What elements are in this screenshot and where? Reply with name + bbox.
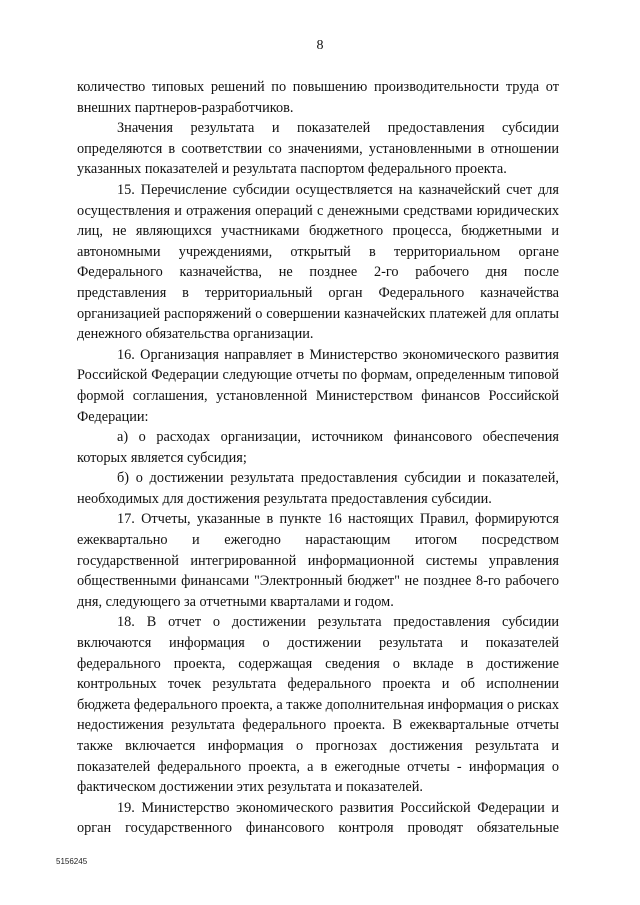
page-number: 8 [316,38,324,53]
document-code: 5156245 [56,857,88,866]
paragraph-item-19: 19. Министерство экономического развития Российской Федерации и орган государственного финансового контроля проводят обязательные [77,799,559,837]
paragraph-continuation: количество типовых решений по повышению производительности труда от внешних партнеров-разработчиков. [77,79,559,116]
paragraph-item-16b: б) о достижении результата предоставления субсидии и показателей, необходимых для достижения результата предоставления субсидии. [77,470,559,507]
paragraph-result-values: Значения результата и показателей предоставления субсидии определяются в соответствии со значениями, установленными в отношении указанных показателей и результата паспортом федерального проекта. [77,120,559,178]
paragraph-item-16a: а) о расходах организации, источником финансового обеспечения которых является субсидия; [77,429,559,466]
paragraph-item-16: 16. Организация направляет в Министерство экономического развития Российской Федерации следующие отчеты по формам, определенным типовой формой соглашения, установленной Министерством финансов Российской Федерации: [77,346,559,425]
paragraph-item-17: 17. Отчеты, указанные в пункте 16 настоящих Правил, формируются ежеквартально и ежегодно нарастающим итогом посредством государственной интегрированной информационной системы управления общественными финансами "Электронный бюджет" не позднее 8-го рабочего дня, следующего за отчетными кварталами и годом. [77,511,559,610]
paragraph-item-15: 15. Перечисление субсидии осуществляется на казначейский счет для осуществления и отражения операций с денежными средствами юридических лиц, не являющихся участниками бюджетного процесса, бюджетными и автономными учреждениями, открытый в территориальном органе Федерального казначейства, не позднее 2-го рабочего дня после представления в территориальный орган Федерального казначейства организацией распоряжений о совершении казначейских платежей для оплаты денежного обязательства организации. [77,181,559,343]
document-body [77,77,559,839]
paragraph-item-18: 18. В отчет о достижении результата предоставления субсидии включаются информация о достижении результата и показателей федерального проекта, содержащая сведения о вкладе в достижение контрольных точек результата федерального проекта и об исполнении бюджета федерального проекта, а также дополнительная информация о рисках недостижения результата федерального проекта. В ежеквартальные отчеты также включается информация о прогнозах достижения результата и показателей федерального проекта, а в ежегодные отчеты - информация о фактическом достижении этих результата и показателей. [77,614,559,796]
